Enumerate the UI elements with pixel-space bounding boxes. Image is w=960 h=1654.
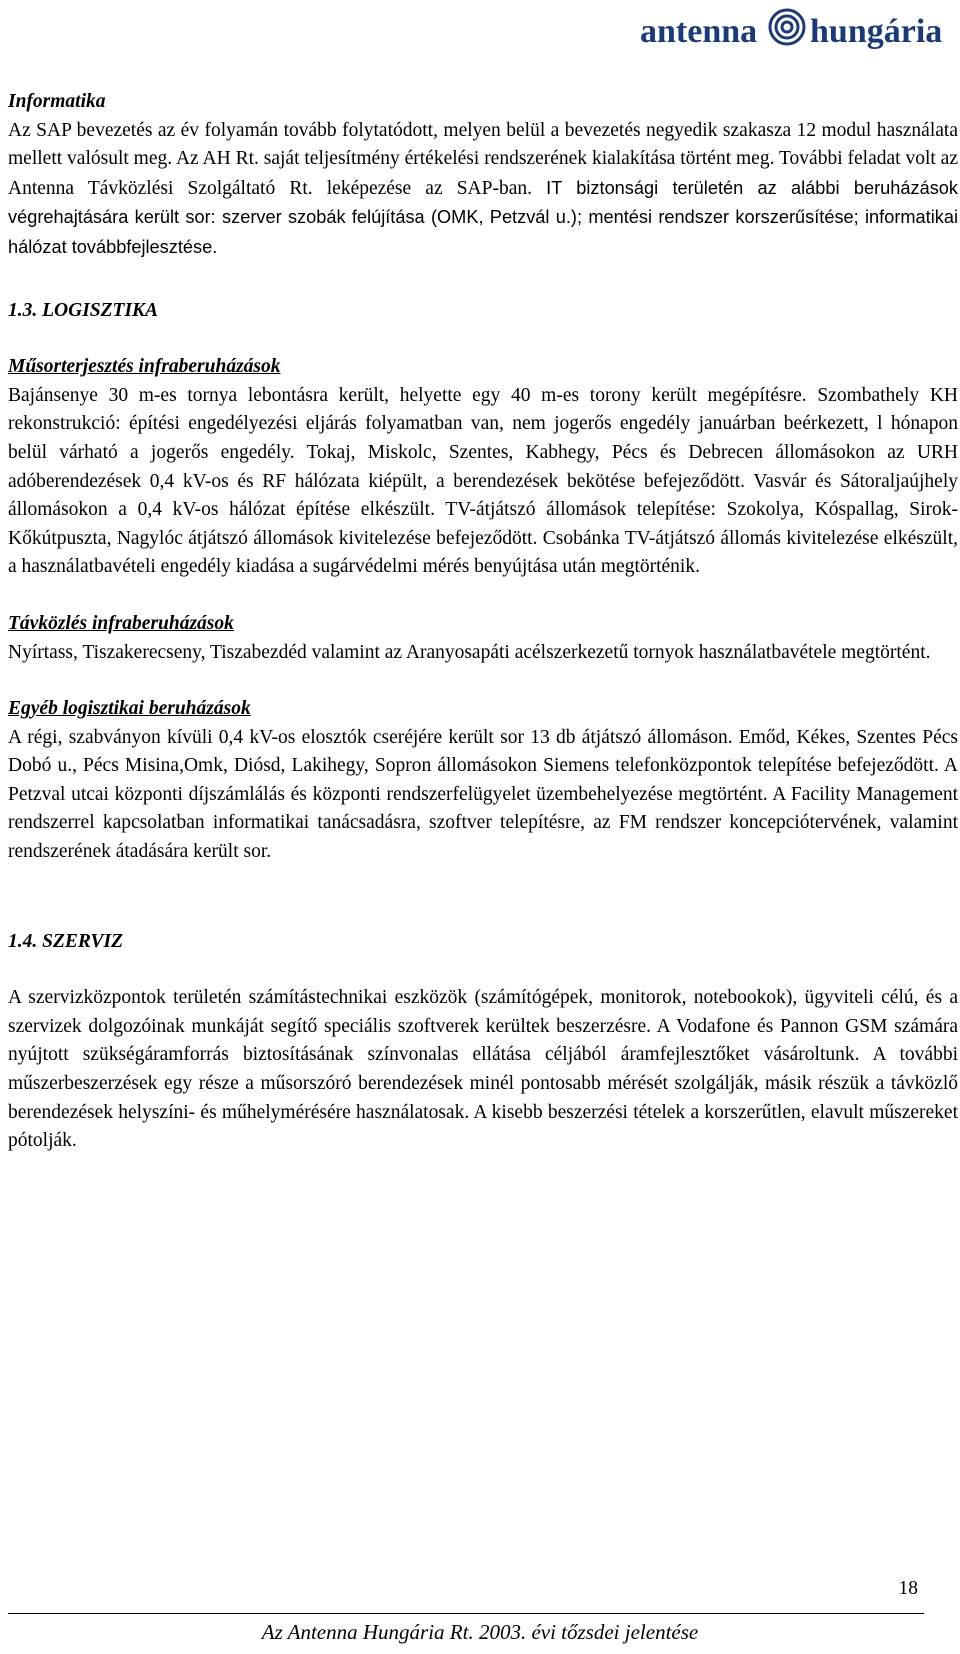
- subheading-musorterjesztes: Műsorterjesztés infraberuházások: [8, 356, 281, 378]
- footer-divider: [8, 1613, 924, 1614]
- logo-graphic: [640, 6, 960, 56]
- company-logo: [640, 6, 960, 56]
- subheading-tavkozles: Távközlés infraberuházások: [8, 612, 234, 634]
- page-number: 18: [898, 1578, 918, 1599]
- subheading-egyeb: Egyéb logisztikai beruházások: [8, 698, 251, 720]
- logo-word-antenna: antenna: [640, 13, 758, 50]
- informatika-heading: Informatika: [8, 91, 106, 112]
- document-body: [8, 88, 958, 1156]
- musorterjesztes-paragraph: Bajánsenye 30 m-es tornya lebontásra került, helyette egy 40 m-es torony került megépítésre. Szombathely KH rekonstrukció: építési engedélyezési eljárás folyamatban van, nem jogerős engedély januárban beérkezett, l hónapon belül várható a jogerős engedély. Tokaj, Miskolc, Szentes, Kabhegy, Pécs és Debrecen állomásokon az URH adóberendezések 0,4 kV-os és RF hálózata kiépült, a berendezések bekötése befejeződött. Vasvár és Sátoraljaújhely állomásokon a 0,4 kV-os hálózat építése elkészült. TV-átjátszó állomások telepítése: Szokolya, Kóspallag, Sirok-Kőkútpuszta, Nagylóc átjátszó állomások kivitelezése befejeződött. Csobánka TV-átjátszó állomás kivitelezése elkészült, a használatbavételi engedély kiadása a sugárvédelmi mérés benyújtása után megtörténik.: [8, 384, 958, 578]
- informatika-paragraph: [8, 117, 958, 263]
- logo-rings-icon: [770, 10, 804, 44]
- egyeb-paragraph: A régi, szabványon kívüli 0,4 kV-os elosztók cseréjére került sor 13 db átjátszó állomáson. Emőd, Kékes, Szentes Pécs Dobó u., Pécs Misina,Omk, Diósd, Lakihegy, Sopron állomásokon Siemens telefonközpontok telepítése befejeződött. A Petzval utcai központi díjszámlálás és központi rendszerfelügyelet üzembehelyezése megtörtént. A Facility Management rendszerrel kapcsolatban informatikai tanácsadásra, szoftver telepítésre, az FM rendszer koncepciótervének, valamint rendszerének átadására került sor.: [8, 726, 958, 863]
- szerviz-paragraph: A szervizközpontok területén számítástechnikai eszközök (számítógépek, monitorok, notebookok), ügyviteli célú, és a szervizek dolgozóinak munkáját segítő speciális szoftverek kerültek beszerzésre. A Vodafone és Pannon GSM számára nyújtott szükségáramforrás biztosításának színvonalas ellátása céljából áramfejlesztőket vásároltunk. A további műszerbeszerzések egy része a műsorszóró berendezések minél pontosabb mérését szolgálják, másik részük a távközlő berendezések helyszíni- és műhelymérésére használatosak. A kisebb beszerzési tételek a korszerűtlen, elavult műszereket pótolják.: [8, 987, 958, 1152]
- footer-text: Az Antenna Hungária Rt. 2003. évi tőzsdei jelentése: [261, 1620, 699, 1644]
- logo-word-hungaria: hungária: [810, 13, 943, 50]
- section-heading-szerviz: 1.4. SZERVIZ: [8, 930, 124, 952]
- tavkozles-paragraph: Nyírtass, Tiszakerecseny, Tiszabezdéd valamint az Aranyosapáti acélszerkezetű tornyok használatbavétele megtörtént.: [8, 641, 931, 663]
- section-heading-logisztika: 1.3. LOGISZTIKA: [8, 299, 159, 321]
- informatika-text-part2: IT biztonsági területén az alábbi beruházások végrehajtására került sor: szerver szobák felújítása (OMK, Petzvál u.); mentési rendszer korszerűsítése; informatikai hálózat továbbfejlesztése.: [8, 177, 958, 257]
- informatika-text-part1: Az SAP bevezetés az év folyamán tovább folytatódott, melyen belül a bevezetés negyedik szakasza 12 modul használata mellett valósult meg. Az AH Rt. saját teljesítmény értékelési rendszerének kialakítása történt meg. További feladat volt az Antenna Távközlési Szolgáltató Rt. leképezése az SAP-ban.: [8, 119, 958, 199]
